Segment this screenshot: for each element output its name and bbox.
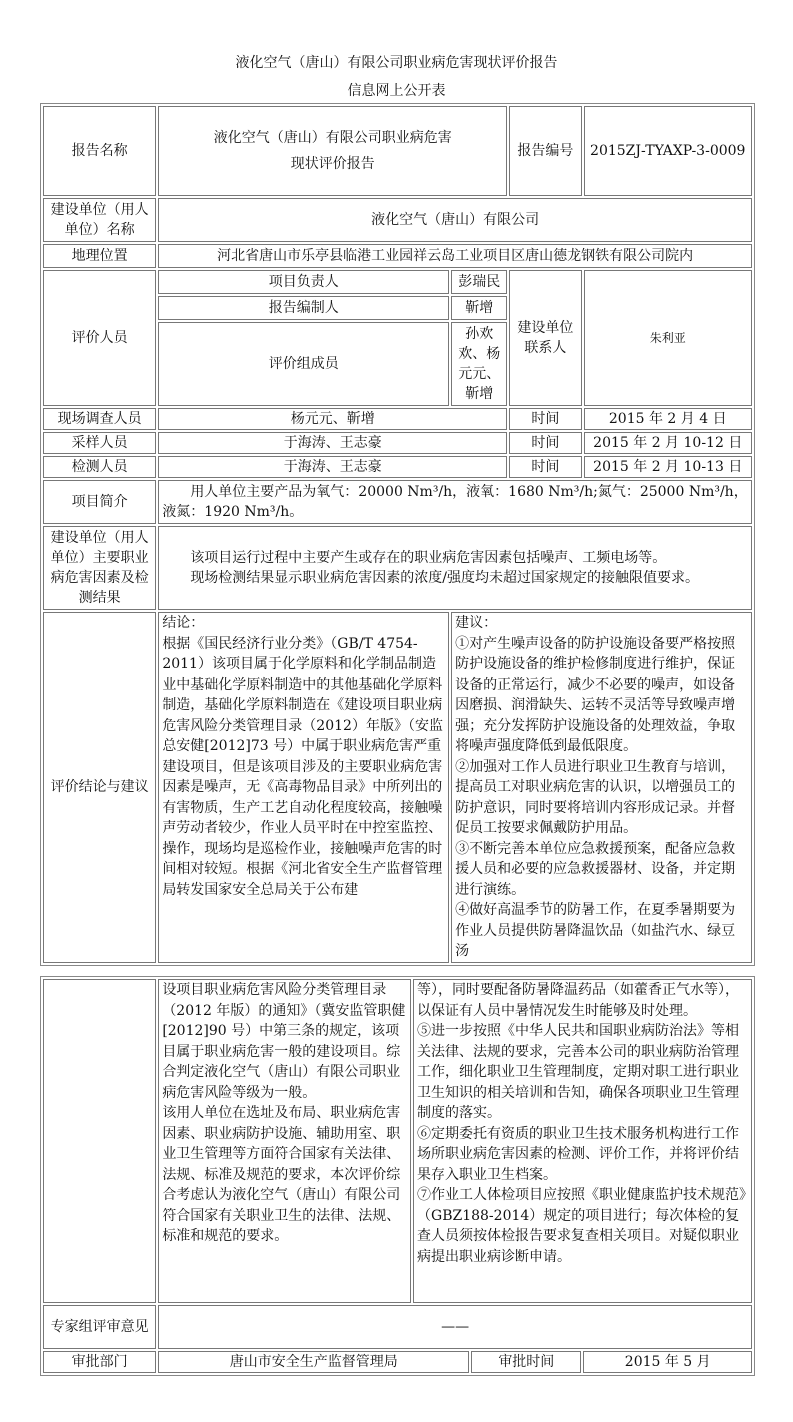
sampling-value: 于海涛、王志豪 bbox=[158, 432, 507, 454]
survey-value: 杨元元、靳增 bbox=[158, 408, 507, 430]
intro-label: 项目简介 bbox=[43, 480, 156, 524]
testing-time-value: 2015 年 2 月 10-13 日 bbox=[584, 456, 753, 478]
factors-paragraph-1: 该项目运行过程中主要产生或存在的职业病危害因素包括噪声、工频电场等。 bbox=[190, 550, 667, 566]
leader-label: 项目负责人 bbox=[158, 270, 449, 294]
advice-text-2: 等），同时要配备防暑降温药品（如藿香正气水等），以保证有人员中暑情况发生时能够及时处理。 ⑤进一步按照《中华人民共和国职业病防治法》等相关法律、法规的要求，完善本公司的职业病防治管理工作，细化职业卫生管理制度，定期对职工进行职业卫生知识的相关培训和告知，确保各项职业卫生管理制度的落实。 ⑥定期委托有资质的职业卫生技术服务机构进行工作场所职业病危害因素的检测、评价工作，并将评价结果存入职业卫生档案。 ⑦作业工人体检项目应按照《职业健康监护技术规范》（GBZ188-2014）规定的项目进行；每次体检的复查人员须按体检报告要求复查相关项目。对疑似职业病提出职业病诊断申请。 bbox=[413, 979, 752, 1303]
unit-value: 液化空气（唐山）有限公司 bbox=[158, 198, 752, 242]
conclusion-label: 评价结论与建议 bbox=[43, 612, 156, 963]
survey-time-label: 时间 bbox=[509, 408, 581, 430]
report-name-label: 报告名称 bbox=[43, 106, 156, 196]
conclusion-text-1: 结论： 根据《国民经济行业分类》（GB/T 4754-2011）该项目属于化学原料和化学制品制造业中基础化学原料制造中的其他基础化学原料制造，基础化学原料制造在《建设项目职业病危害风险分类管理目录（2012）年版》（安监总安健[2012]73 号）中属于职业病危害严重建设项目，但是该项目涉及的主要职业病危害因素是噪声，无《高毒物品目录》中所列出的有害物质，生产工艺自动化程度较高，接触噪声劳动者较少，作业人员平时在中控室监控、操作，现场均是巡检作业，接触噪声危害的时间相对较短。根据《河北省安全生产监督管理局转发国家安全总局关于公布建 bbox=[158, 612, 449, 963]
sampling-time-value: 2015 年 2 月 10-12 日 bbox=[584, 432, 753, 454]
contact-value: 朱利亚 bbox=[584, 270, 753, 406]
info-table bbox=[40, 103, 755, 966]
advice-text-1: 建议： ①对产生噪声设备的防护设施设备要严格按照防护设施设备的维护检修制度进行维护，保证设备的正常运行，减少不必要的噪声，如设备因磨损、润滑缺失、运转不灵活等导致噪声增强；充分发挥防护设施设备的处理效益，争取将噪声强度降低到最低限度。 ②加强对工作人员进行职业卫生教育与培训，提高员工对职业病危害的认识，以增强员工的防护意识，同时要将培训内容形成记录。并督促员工按要求佩戴防护用品。 ③不断完善本单位应急救援预案，配备应急救援人员和必要的应急救援器材、设备，并定期进行演练。 ④做好高温季节的防暑工作，在夏季暑期要为作业人员提供防暑降温饮品（如盐汽水、绿豆汤 bbox=[451, 612, 752, 963]
report-name-value: 液化空气（唐山）有限公司职业病危害 现状评价报告 bbox=[158, 106, 507, 196]
document-subtitle: 信息网上公开表 bbox=[347, 83, 446, 99]
approval-time-value: 2015 年 5 月 bbox=[583, 1351, 752, 1373]
factors-label: 建设单位（用人单位）主要职业病危害因素及检测结果 bbox=[43, 526, 156, 610]
info-table-continued bbox=[40, 976, 755, 1376]
sampling-time-label: 时间 bbox=[509, 432, 581, 454]
writer-label: 报告编制人 bbox=[158, 296, 449, 320]
testing-time-label: 时间 bbox=[509, 456, 581, 478]
unit-label: 建设单位（用人单位）名称 bbox=[43, 198, 156, 242]
factors-value bbox=[158, 526, 752, 610]
report-no-value: 2015ZJ-TYAXP-3-0009 bbox=[584, 106, 753, 196]
approval-dept-label: 审批部门 bbox=[43, 1351, 156, 1373]
leader-value: 彭瑞民 bbox=[451, 270, 507, 294]
survey-time-value: 2015 年 2 月 4 日 bbox=[584, 408, 753, 430]
conclusion-text-2: 设项目职业病危害风险分类管理目录（2012 年版）的通知》（冀安监管职健[2012]90 号）中第三条的规定，该项目属于职业病危害一般的建设项目。综合判定液化空气（唐山）有限公司职业病危害风险等级为一般。 该用人单位在选址及布局、职业病危害因素、职业病防护设施、辅助用室、职业卫生管理等方面符合国家有关法律、法规、标准及规范的要求，本次评价综合考虑认为液化空气（唐山）有限公司符合国家有关职业卫生的法律、法规、标准和规范的要求。 bbox=[158, 979, 411, 1303]
location-label: 地理位置 bbox=[43, 244, 156, 268]
approval-time-label: 审批时间 bbox=[471, 1351, 581, 1373]
intro-value: 用人单位主要产品为氧气：20000 Nm³/h，液氧：1680 Nm³/h;氮气：25000 Nm³/h，液氮：1920 Nm³/h。 bbox=[158, 480, 752, 524]
contact-label: 建设单位联系人 bbox=[509, 270, 581, 406]
writer-value: 靳增 bbox=[451, 296, 507, 320]
report-no-label: 报告编号 bbox=[509, 106, 581, 196]
sampling-label: 采样人员 bbox=[43, 432, 156, 454]
members-value: 孙欢欢、杨元元、靳增 bbox=[451, 322, 507, 406]
approval-dept-value: 唐山市安全生产监督管理局 bbox=[158, 1351, 469, 1373]
testing-value: 于海涛、王志豪 bbox=[158, 456, 507, 478]
members-label: 评价组成员 bbox=[158, 322, 449, 406]
document-title: 液化空气（唐山）有限公司职业病危害现状评价报告 bbox=[235, 55, 558, 71]
expert-value: —— bbox=[158, 1305, 752, 1349]
survey-label: 现场调查人员 bbox=[43, 408, 156, 430]
factors-paragraph-2: 现场检测结果显示职业病危害因素的浓度/强度均未超过国家规定的接触限值要求。 bbox=[190, 570, 700, 586]
location-value: 河北省唐山市乐亭县临港工业园祥云岛工业项目区唐山德龙钢铁有限公司院内 bbox=[158, 244, 752, 268]
eval-staff-label: 评价人员 bbox=[43, 270, 156, 406]
testing-label: 检测人员 bbox=[43, 456, 156, 478]
expert-label: 专家组评审意见 bbox=[43, 1305, 156, 1349]
conclusion-label-continued bbox=[43, 979, 156, 1303]
